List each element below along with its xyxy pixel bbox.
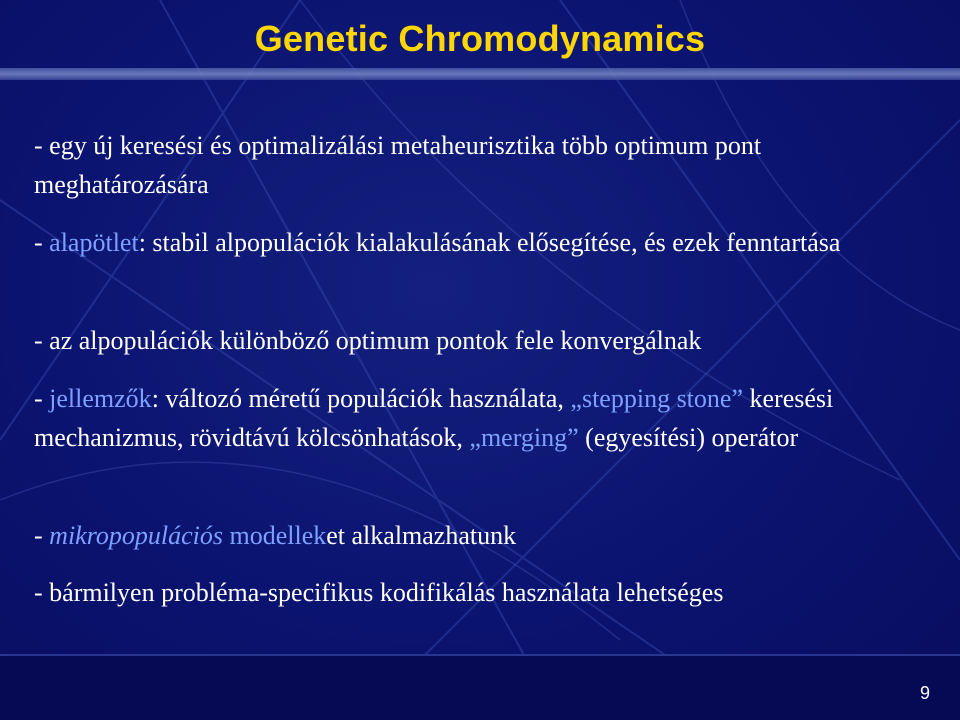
bullet-4-text-a: : változó méretű populációk használata, xyxy=(151,384,571,413)
bullet-6-text: - bármilyen probléma-specifikus kodifikálás használata lehetséges xyxy=(34,578,724,607)
slide-title: Genetic Chromodynamics xyxy=(254,18,706,59)
bullet-4-text-c: (egyesítési) operátor xyxy=(578,423,799,452)
bullet-2-text: : stabil alpopulációk kialakulásának elősegítése, és ezek fenntartása xyxy=(138,228,841,257)
bullet-4-text-b: keresési mechanizmus, rövidtávú kölcsönhatások, xyxy=(34,384,834,452)
bullet-6 xyxy=(34,573,914,612)
bullet-2-keyword: alapötlet xyxy=(49,228,139,257)
bullet-4-keyword: jellemzők xyxy=(49,384,152,413)
bullet-4-prefix: - xyxy=(34,384,50,413)
bullet-4-quote-stepping-stone: „stepping stone” xyxy=(570,384,743,413)
bullet-4-quote-merging: „merging” xyxy=(469,423,579,452)
bullet-3 xyxy=(34,321,914,360)
bullet-3-text: - az alpopulációk különböző optimum pontok fele konvergálnak xyxy=(34,326,702,355)
bullet-2-prefix: - xyxy=(34,228,50,257)
bullet-5-prefix: - xyxy=(34,521,50,550)
bullet-5-text: et alkalmazhatunk xyxy=(326,521,517,550)
footer-band xyxy=(0,654,960,720)
title-rule xyxy=(0,68,960,80)
bullet-1 xyxy=(34,126,914,204)
bullet-5-mid: modellek xyxy=(222,521,327,550)
bullet-2 xyxy=(34,223,914,262)
bullet-5-keyword: mikropopulációs xyxy=(49,521,223,550)
page-number: 9 xyxy=(919,683,930,703)
bullet-1-text: - egy új keresési és optimalizálási metaheurisztika több optimum pont meghatározására xyxy=(34,131,762,199)
bullet-4 xyxy=(34,379,914,457)
bullet-5 xyxy=(34,516,914,555)
